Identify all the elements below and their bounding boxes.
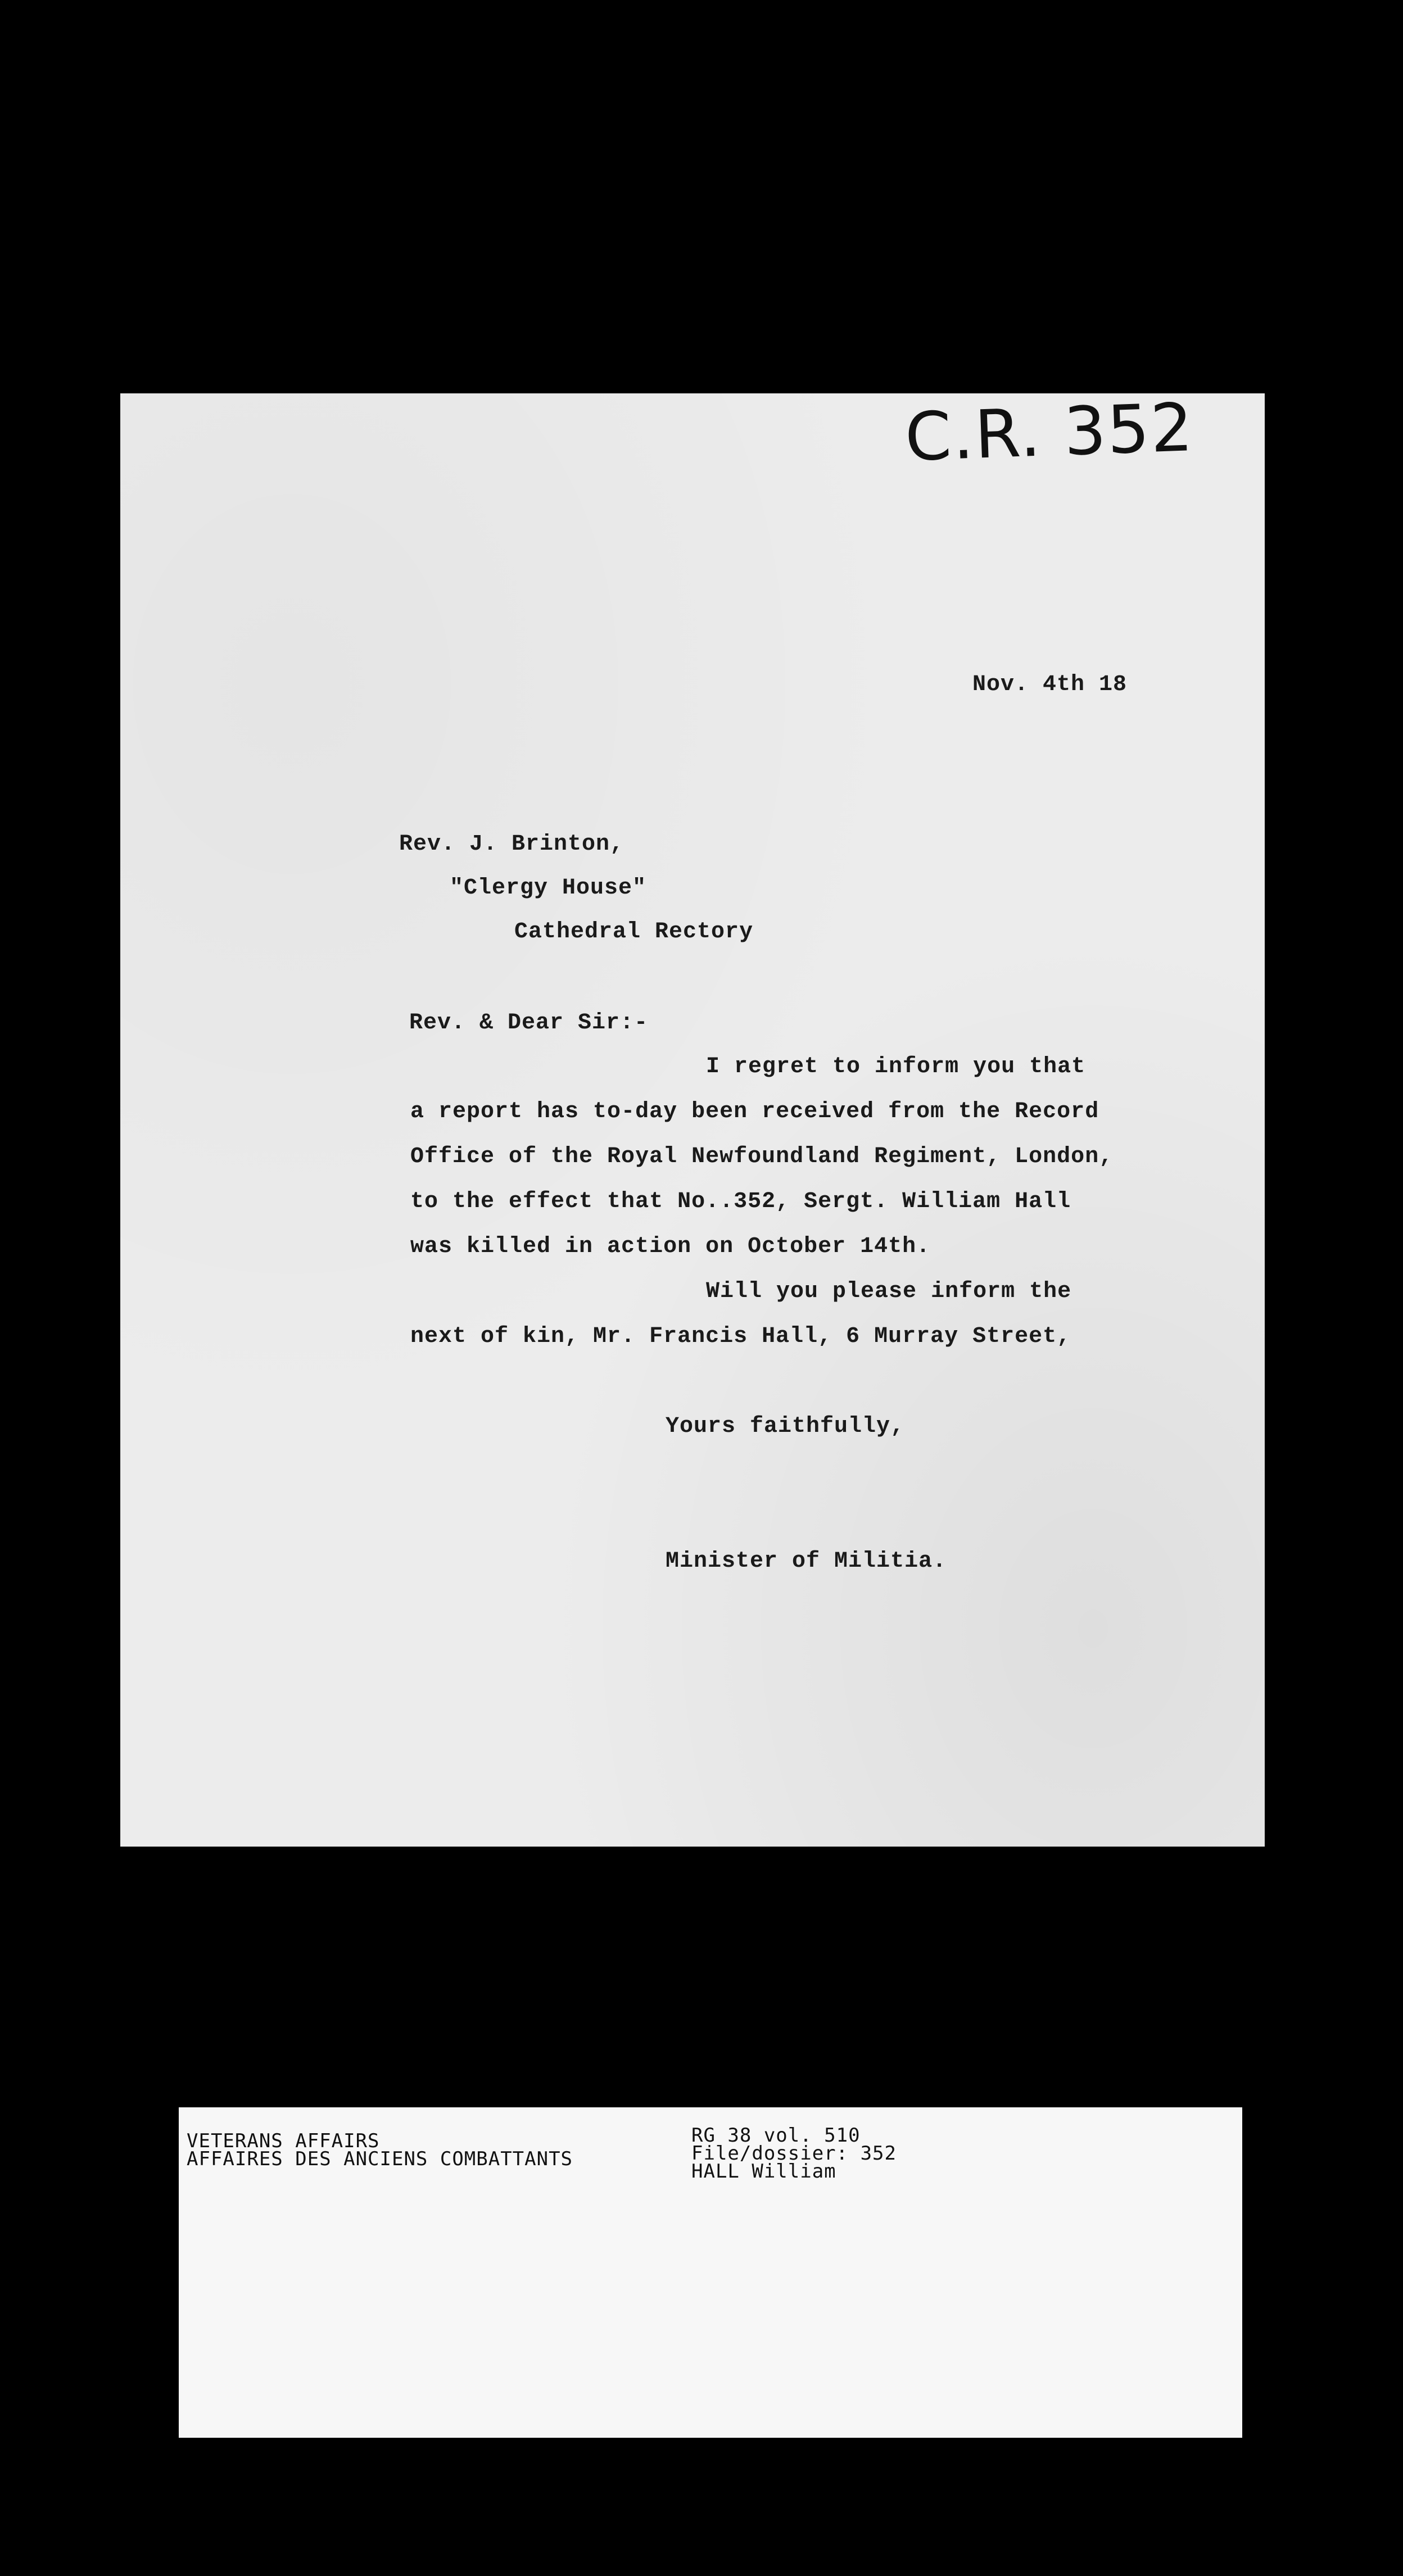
- file-number: File/dossier: 352: [691, 2142, 897, 2165]
- signature: Minister of Militia.: [666, 1549, 947, 1574]
- body-line: a report has to-day been received from the Record: [410, 1099, 1099, 1124]
- record-group: RG 38 vol. 510: [691, 2124, 861, 2147]
- recipient-name: Rev. J. Brinton,: [399, 832, 624, 857]
- body-line: Will you please inform the: [706, 1279, 1072, 1304]
- body-line: to the effect that No..352, Sergt. William Hall: [410, 1189, 1071, 1214]
- department-english: VETERANS AFFAIRS: [187, 2130, 380, 2152]
- body-line: was killed in action on October 14th.: [410, 1234, 931, 1259]
- recipient-place: Cathedral Rectory: [514, 919, 754, 945]
- salutation: Rev. & Dear Sir:-: [409, 1010, 649, 1036]
- body-line: Office of the Royal Newfoundland Regiment, London,: [410, 1144, 1114, 1169]
- archive-label: [179, 2107, 1242, 2438]
- letter-date: Nov. 4th 18: [972, 672, 1128, 697]
- closing: Yours faithfully,: [666, 1414, 905, 1439]
- body-line: next of kin, Mr. Francis Hall, 6 Murray Street,: [410, 1324, 1071, 1349]
- body-line: I regret to inform you that: [706, 1054, 1086, 1080]
- recipient-house: "Clergy House": [450, 876, 647, 901]
- subject-name: HALL William: [691, 2160, 836, 2183]
- department-french: AFFAIRES DES ANCIENS COMBATTANTS: [187, 2148, 573, 2170]
- file-reference-handwritten: C.R. 352: [903, 388, 1196, 476]
